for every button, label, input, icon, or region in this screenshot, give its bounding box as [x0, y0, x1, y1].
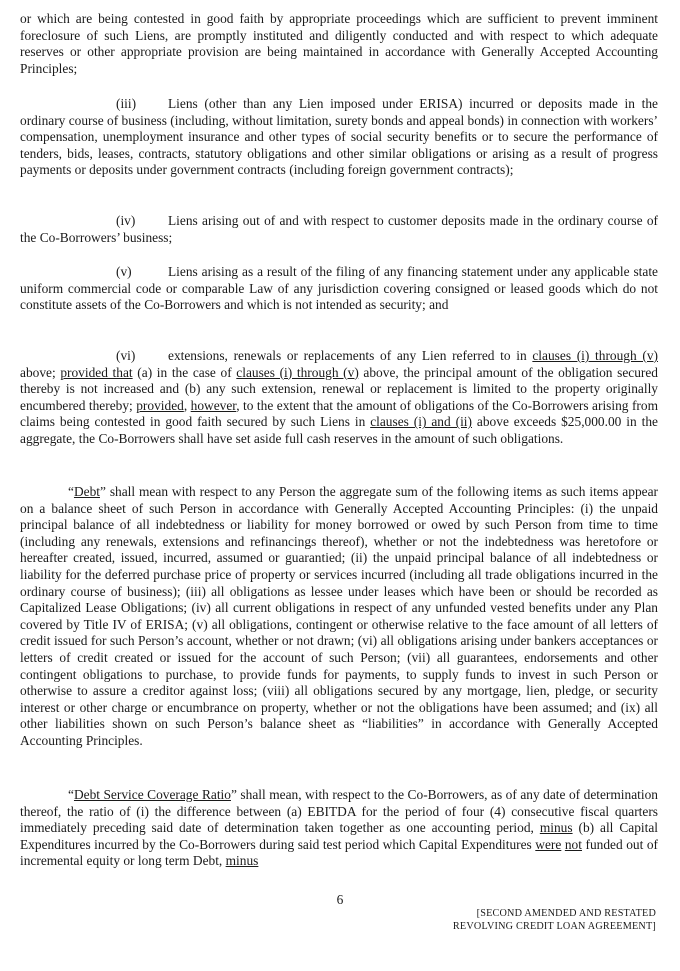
clause-reference: clauses (i) through (v) — [532, 348, 658, 363]
clause-text: (a) in the case of — [132, 364, 237, 380]
footer-line: REVOLVING CREDIT LOAN AGREEMENT] — [452, 921, 656, 932]
clause-number: (v) — [116, 264, 132, 279]
clause-v — [20, 264, 658, 314]
clause-text: Liens arising out of and with respect to customer deposits made in the ordinary course of the Co-Borrowers’ business; — [20, 213, 658, 245]
defined-term: Debt — [73, 484, 100, 499]
quote-mark: “ — [68, 484, 74, 499]
emphasized-term: provided — [136, 397, 184, 413]
clause-text: , to the extent that the amount of obligations of the Co-Borrowers arising from claims being contested in good faith secured by such Liens in — [20, 397, 658, 430]
paragraph-continuation — [20, 11, 658, 77]
footer-line: [SECOND AMENDED AND RESTATED — [476, 908, 656, 919]
definition-text: shall mean, with respect to the Co-Borrowers, as of any date of determination thereof, the ratio of (i) the difference between (a) EBITDA for the period of four (4) consecutive fiscal quarters immediately preceding said date of determination taken together as one accounting period, — [20, 787, 658, 836]
definition-debt-service-coverage-ratio — [20, 787, 658, 870]
defined-term: Debt Service Coverage Ratio — [73, 787, 231, 802]
clause-text: , — [183, 397, 191, 413]
emphasized-term: not — [564, 836, 582, 852]
clause-text: above, the principal amount of the obligation secured thereby is not increased and (b) any such extension, renewal or replacement is limited to the property originally encumbered thereby; — [20, 364, 658, 413]
definition-text: shall mean with respect to any Person the aggregate sum of the following items as such items appear on a balance sheet of such Person in accordance with Generally Accepted Accounting Principles: (i) the unpaid principal balance of all indebtedness or liability for money borrowed or owed by such Person from time to time (including any renewals, extensions and refinancings thereof), whether or not the indebtedness was heretofore or hereafter created, issued, incurred, assumed or guarantied; (ii) the unpaid principal balance of all indebtedness or liability for the deferred purchase price of property or services incurred (including all trade obligations incurred in the ordinary course of business); (iii) all obligations as lessee under leases which have been or should be recorded as Capitalized Lease Obligations; (iv) all current obligations in respect of any unfunded vested benefits under any Plan covered by Title IV of ERISA; (v) all obligations, contingent or otherwise relative to the face amount of all letters of credit issued for such Person’s account, whether or not drawn; (vi) all obligations arising under bankers acceptances or letters of credit created or issued for the account of such Person; (vii) all guarantees, endorsements and other contingent obligations to purchase, to provide funds for payments, to supply funds to invest in such Person or otherwise to assure a creditor against loss; (viii) all obligations secured by any mortgage, lien, pledge, or security interest or other charge or encumbrance on property, whether or not the obligations have been assumed; and (ix) all other liabilities shown on such Person’s balance sheet as “liabilities” in accordance with Generally Accepted Accounting Principles. — [20, 484, 658, 748]
clause-text: above exceeds $25,000.00 in the aggregate, the Co-Borrowers shall have set aside full cash reserves in the amount of such obligations. — [20, 414, 658, 446]
clause-vi — [20, 348, 658, 448]
definition-debt — [20, 484, 658, 750]
clause-reference: clauses (i) through (v) — [236, 364, 359, 380]
clause-text: Liens arising as a result of the filing of any financing statement under any applicable state uniform commercial code or comparable Law of any jurisdiction covering consigned or leased goods which do not constitute assets of the Co-Borrowers and which is not intended as security; and — [20, 264, 658, 313]
emphasized-term: minus — [225, 853, 259, 869]
emphasized-term: provided that — [60, 364, 133, 380]
clause-iii — [20, 96, 658, 179]
clause-text: Liens (other than any Lien imposed under ERISA) incurred or deposits made in the ordinary course of business (including, without limitation, surety bonds and appeal bonds) in connection with workers’ compensation, unemployment insurance and other types of social security benefits or to secure the performance of tenders, bids, leases, contracts, statutory obligations and other similar obligations or arising as a result of progress payments or deposits under government contracts (including foreign government contracts); — [20, 96, 658, 178]
quote-mark: ” — [99, 484, 106, 499]
clause-reference: clauses (i) and (ii) — [370, 414, 472, 430]
clause-number: (vi) — [116, 348, 136, 363]
emphasized-term: were — [535, 836, 562, 852]
clause-number: (iii) — [116, 96, 137, 111]
clause-text: extensions, renewals or replacements of any Lien referred to in — [168, 348, 533, 363]
definition-text: funded out of incremental equity or long term Debt, — [20, 836, 659, 869]
clause-iv — [20, 213, 658, 246]
quote-mark: “ — [68, 787, 74, 802]
document-footer — [453, 907, 656, 933]
paragraph-text: or which are being contested in good faith by appropriate proceedings which are sufficient to prevent imminent foreclosure of such Liens, are promptly instituted and diligently conducted and with respect to which adequate reserves or other appropriate provision are being maintained in accordance with Generally Accepted Accounting Principles; — [20, 11, 658, 76]
definition-text: (b) all Capital Expenditures incurred by the Co-Borrowers during said test period which Capital Expenditures — [20, 820, 658, 852]
emphasized-term: minus — [539, 820, 573, 836]
quote-mark: ” — [230, 787, 237, 802]
emphasized-term: however — [190, 397, 237, 413]
clause-number: (iv) — [116, 213, 136, 228]
page-number: 6 — [336, 892, 344, 907]
clause-text: above; — [20, 364, 61, 380]
